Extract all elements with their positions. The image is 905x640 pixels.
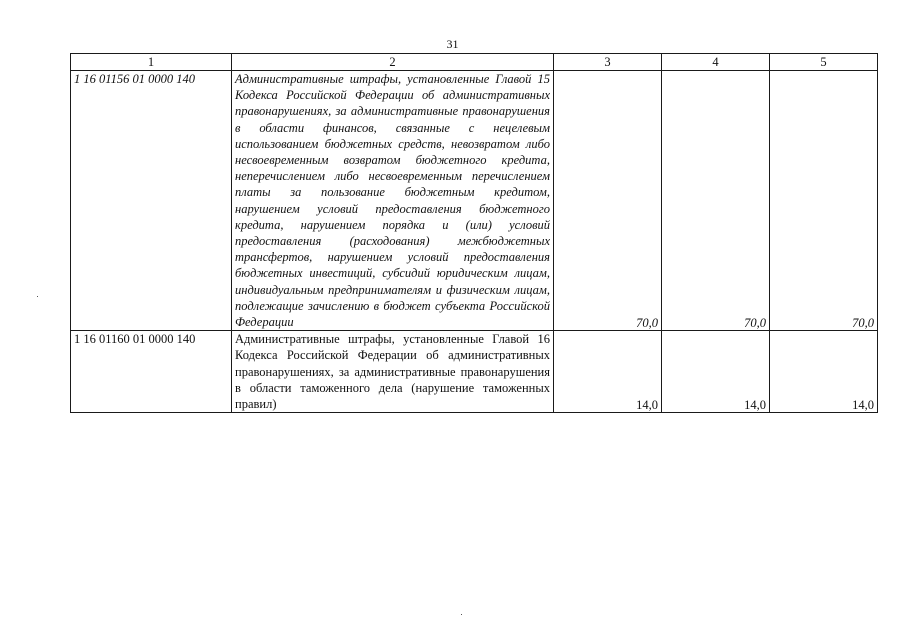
row-col5-value: 14,0 xyxy=(770,331,878,413)
row-col4-value: 14,0 xyxy=(662,331,770,413)
row-description-cell: Административные штрафы, установленные Главой 16 Кодекса Российской Федерации об административных правонарушениях, за административные правонарушения в области таможенного дела (нарушение таможенных правил) xyxy=(232,331,554,413)
row-code-cell: 1 16 01156 01 0000 140 xyxy=(71,71,232,331)
table-row xyxy=(71,71,878,331)
budget-table xyxy=(70,53,878,413)
column-header-5: 5 xyxy=(770,54,878,71)
page-number: 31 xyxy=(446,37,459,51)
scan-speck xyxy=(37,296,38,297)
row-col5-value: 70,0 xyxy=(770,71,878,331)
row-description-cell: Административные штрафы, установленные Главой 15 Кодекса Российской Федерации об административных правонарушениях, за административные правонарушения в области финансов, связанные с нецелевым использованием бюджетных средств, невозвратом либо несвоевременным возвратом бюджетного кредита, неперечислением либо несвоевременным перечислением платы за пользование бюджетным кредитом, нарушением условий предоставления бюджетного кредита, нарушением порядка и (или) условий предоставления (расходования) межбюджетных трансфертов, нарушением условий предоставления бюджетных инвестиций, субсидий юридическим лицам, индивидуальным предпринимателям и физическим лицам, подлежащие зачислению в бюджет субъекта Российской Федерации xyxy=(232,71,554,331)
column-header-4: 4 xyxy=(662,54,770,71)
column-header-3: 3 xyxy=(554,54,662,71)
row-col4-value: 70,0 xyxy=(662,71,770,331)
column-header-1: 1 xyxy=(71,54,232,71)
column-header-2: 2 xyxy=(232,54,554,71)
scan-speck xyxy=(461,614,462,615)
table-row xyxy=(71,331,878,413)
row-code-cell: 1 16 01160 01 0000 140 xyxy=(71,331,232,413)
row-col3-value: 70,0 xyxy=(554,71,662,331)
row-col3-value: 14,0 xyxy=(554,331,662,413)
table-header-row xyxy=(71,54,878,71)
